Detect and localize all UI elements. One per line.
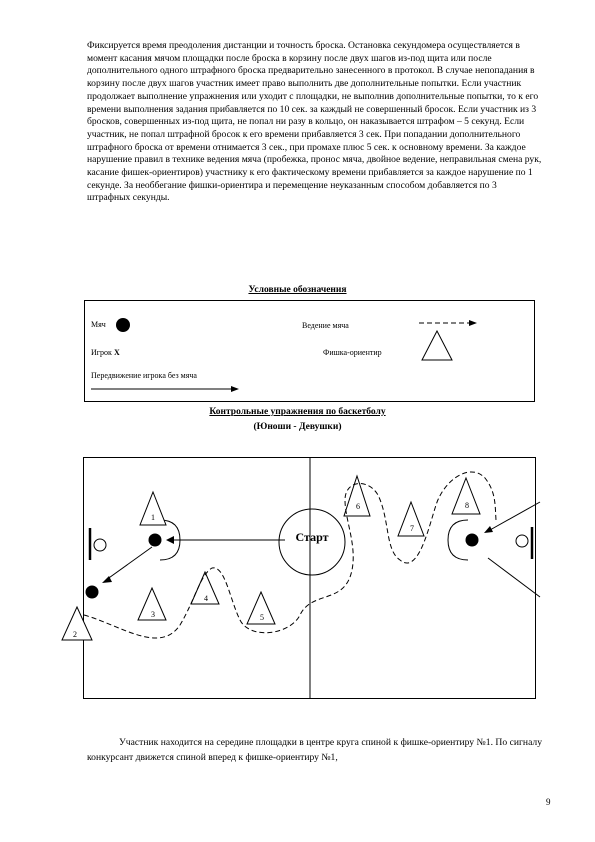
- movement-arrow: [106, 547, 152, 580]
- cone-5-label: 5: [260, 613, 264, 622]
- exercise-title: Контрольные упражнения по баскетболу: [209, 407, 386, 417]
- cone-2: [62, 607, 92, 640]
- cone-8-label: 8: [465, 501, 469, 510]
- movement-arrow: [490, 502, 540, 530]
- legend-ball-label: Мяч: [91, 320, 106, 329]
- arrow-head: [166, 536, 174, 544]
- cone-2-label: 2: [73, 630, 77, 639]
- left-hoop: [94, 539, 106, 551]
- cone-3-label: 3: [151, 610, 155, 619]
- legend-dribbling-label: Ведение мяча: [302, 321, 349, 330]
- cone-4-label: 4: [204, 594, 208, 603]
- player-mark: X: [113, 348, 120, 357]
- paragraph-rules: Фиксируется время преодоления дистанции и точность броска. Остановка секундомера осуществляется в момент касания мячом площадки после броска в корзину после двух шагов из-под щита или после дополнительного одного штрафного броска предварительно занесенного в протокол. В случае непопадания в корзину после двух шагов участник имеет право выполнить две дополнительные попытки. Если участник продолжает выполнение упражнения или уходит с площадки, не выполнив дополнительные попытки, то к его времени выполнения задания прибавляется по 10 сек. за каждый не совершенный бросок. Если участник из 3 бросков, совершенных из-под щита, не попал ни разу в кольцо, он наказывается штрафом – 5 секунд. Если участник, не попал штрафной бросок к его времени прибавляется 3 сек. При попадании дополнительного штрафного броска от времени отнимается 3 сек., при промахе плюс 5 сек. к основному времени. За каждое нарушение правил в технике ведения мяча (пробежка, пронос мяча, двойное ведение, неправильная смена рук, касание фишек-ориентиров) участнику к его фактическому времени прибавляется за каждое нарушение по 1 секунде. За необбегание фишки-ориентира и перемещение неуказанным способом добавляется по 3 штрафных секунды.: [87, 40, 542, 204]
- cone-6-label: 6: [356, 502, 360, 511]
- ball-icon: [86, 586, 99, 599]
- ball-icon: [149, 534, 162, 547]
- right-key-arc: [448, 520, 468, 560]
- start-label: Старт: [295, 530, 329, 544]
- ball-icon: [466, 534, 479, 547]
- movement-arrow: [488, 558, 540, 597]
- legend-movement-label: Передвижение игрока без мяча: [91, 371, 197, 380]
- exercise-subtitle: (Юноши - Девушки): [253, 422, 342, 432]
- cone-7-label: 7: [410, 524, 414, 533]
- paragraph-description: Участник находится на середине площадки в центре круга спиной к фишке-ориентиру №1. По сигналу конкурсант движется спиной вперед к фишке-ориентиру №1,: [87, 737, 542, 763]
- legend-player-label: Игрок: [91, 348, 112, 357]
- page-number: 9: [546, 797, 551, 807]
- cone-1-label: 1: [151, 513, 155, 522]
- legend-cone-label: Фишка-ориентир: [323, 348, 382, 357]
- legend-title: Условные обозначения: [248, 285, 347, 295]
- arrow-head: [484, 526, 493, 533]
- right-hoop: [516, 535, 528, 547]
